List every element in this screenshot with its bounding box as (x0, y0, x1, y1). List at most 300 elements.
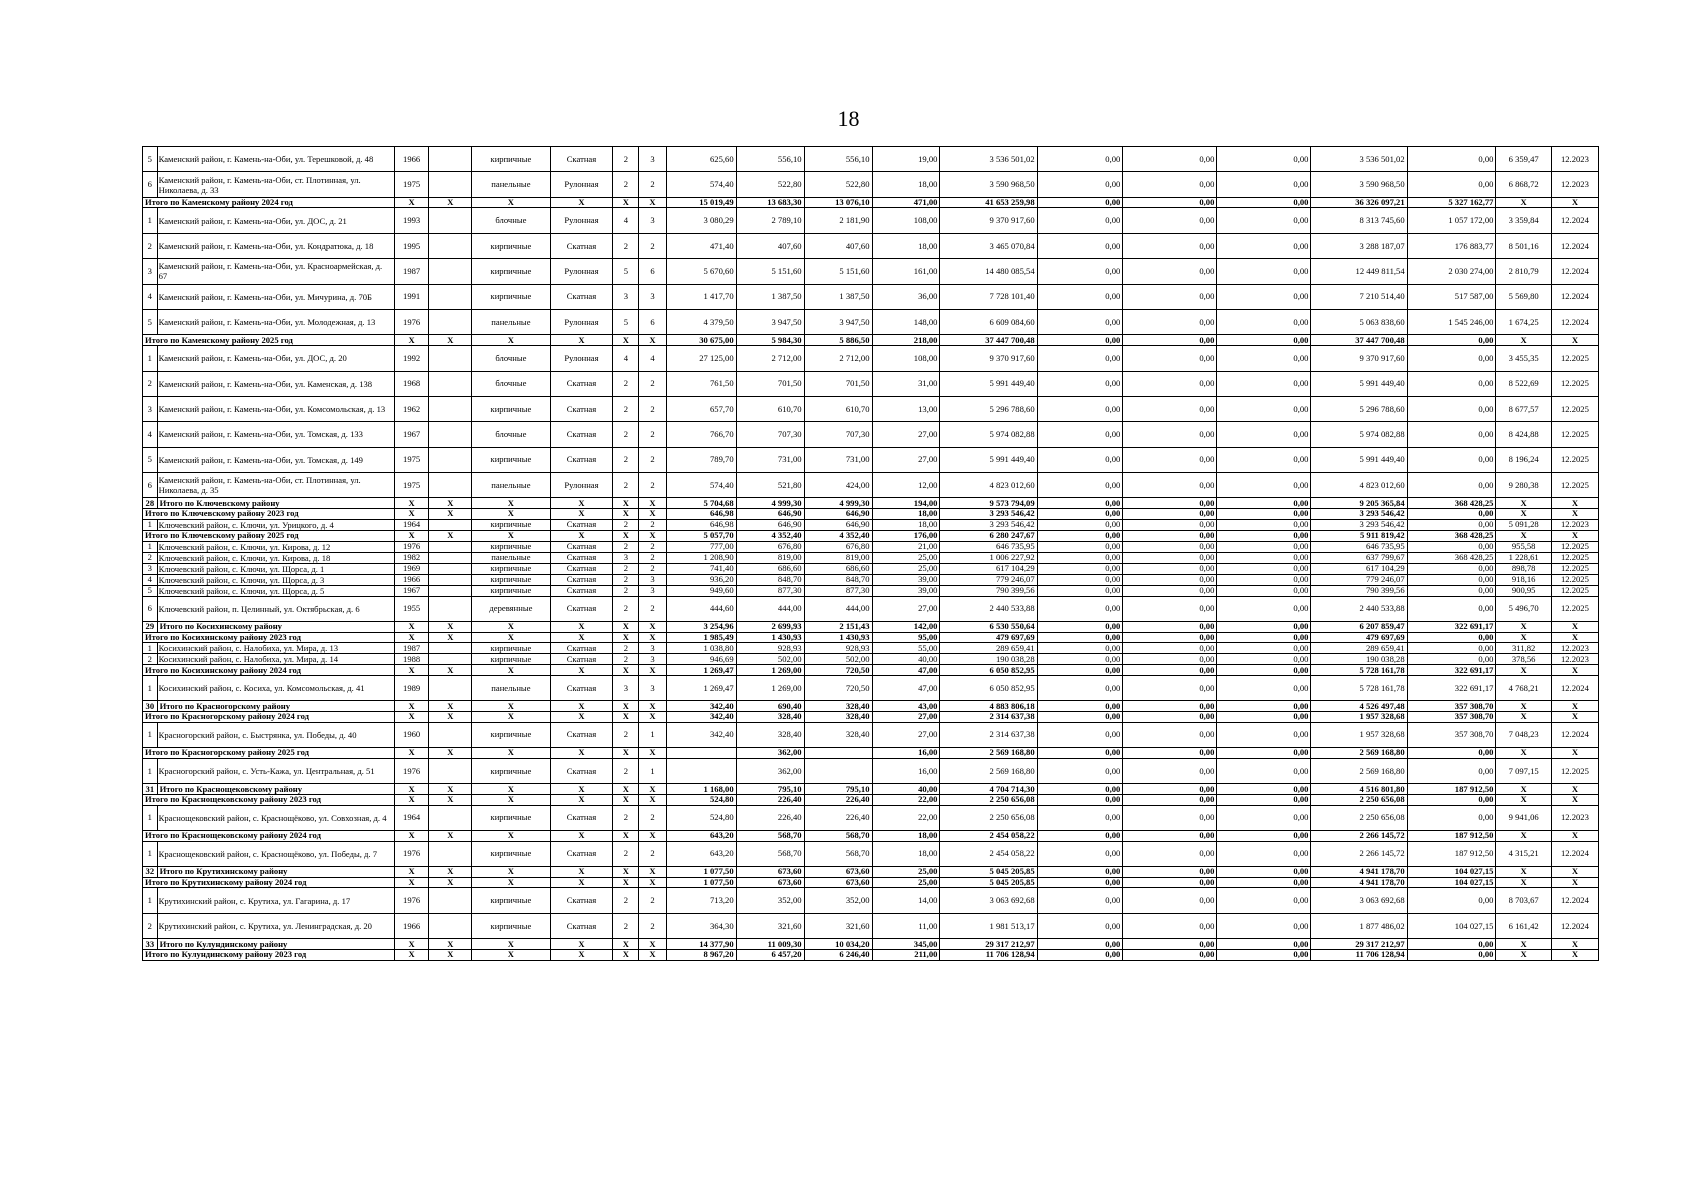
residents-count: 11,00 (872, 913, 940, 938)
other-funds: 0,00 (1407, 949, 1496, 960)
regional-funds: 0,00 (1123, 841, 1217, 866)
entrances-count: 2 (639, 541, 666, 552)
local-funds: 0,00 (1217, 371, 1311, 396)
regional-funds: 0,00 (1123, 447, 1217, 472)
x-mark: X (472, 867, 550, 878)
district-total-row (143, 867, 1599, 878)
other-funds: 0,00 (1407, 519, 1496, 530)
local-funds: 0,00 (1217, 574, 1311, 585)
living-area: 2 712,00 (736, 346, 804, 371)
x-mark: X (613, 632, 639, 643)
empty-cell (429, 396, 472, 421)
living-area: 502,00 (736, 654, 804, 665)
district-total-row (143, 701, 1599, 712)
living-area: 362,00 (736, 758, 804, 783)
owner-funds: 8 313 745,60 (1311, 208, 1407, 233)
federal-funds: 0,00 (1037, 632, 1123, 643)
total-area: 761,50 (666, 371, 736, 396)
owner-funds: 9 370 917,60 (1311, 346, 1407, 371)
regional-funds: 0,00 (1123, 552, 1217, 563)
roof-type: Рулонная (550, 346, 613, 371)
total-cost: 6 609 084,60 (940, 310, 1037, 335)
build-year: 1966 (394, 147, 428, 172)
table-row (143, 722, 1599, 747)
living-area: 13 683,30 (736, 197, 804, 208)
roof-type: Скатная (550, 552, 613, 563)
residents-count: 18,00 (872, 509, 940, 520)
owner-funds: 5 296 788,60 (1311, 396, 1407, 421)
owner-funds: 29 317 212,97 (1311, 939, 1407, 950)
cost-per-sqm: X (1496, 701, 1551, 712)
wall-material: кирпичные (472, 913, 550, 938)
entrances-count: 6 (639, 259, 666, 284)
living-area-residents: 328,40 (804, 712, 872, 723)
building-address: Косихинский район, с. Налобиха, ул. Мира, д. 13 (157, 643, 394, 654)
row-number: 1 (143, 841, 158, 866)
residents-count: 18,00 (872, 172, 940, 197)
building-address: Каменский район, г. Камень-на-Оби, ст. Плотинная, ул. Николаева, д. 33 (157, 172, 394, 197)
regional-funds: 0,00 (1123, 748, 1217, 759)
total-cost: 2 314 637,38 (940, 722, 1037, 747)
x-mark: X (613, 530, 639, 541)
total-area: 949,60 (666, 585, 736, 596)
x-mark: X (613, 498, 639, 509)
other-funds: 0,00 (1407, 509, 1496, 520)
wall-material: кирпичные (472, 233, 550, 258)
floors-count: 2 (613, 422, 639, 447)
completion-date: X (1551, 748, 1598, 759)
district-number: 33 (143, 939, 158, 950)
total-area: 777,00 (666, 541, 736, 552)
residents-count: 194,00 (872, 498, 940, 509)
floors-count: 2 (613, 563, 639, 574)
federal-funds: 0,00 (1037, 310, 1123, 335)
completion-date: 12.2023 (1551, 643, 1598, 654)
federal-funds: 0,00 (1037, 447, 1123, 472)
table-row (143, 913, 1599, 938)
total-cost: 41 653 259,98 (940, 197, 1037, 208)
living-area: 444,00 (736, 596, 804, 621)
residents-count: 40,00 (872, 784, 940, 795)
completion-date: 12.2024 (1551, 913, 1598, 938)
regional-funds: 0,00 (1123, 530, 1217, 541)
total-cost: 190 038,28 (940, 654, 1037, 665)
total-cost: 2 250 656,08 (940, 794, 1037, 805)
owner-funds: 6 207 859,47 (1311, 621, 1407, 632)
living-area-residents: 226,40 (804, 805, 872, 830)
floors-count: 2 (613, 574, 639, 585)
completion-date: 12.2025 (1551, 396, 1598, 421)
cost-per-sqm: 1 674,25 (1496, 310, 1551, 335)
local-funds: 0,00 (1217, 643, 1311, 654)
cost-per-sqm: 898,78 (1496, 563, 1551, 574)
federal-funds: 0,00 (1037, 509, 1123, 520)
x-mark: X (429, 748, 472, 759)
cost-per-sqm: 918,16 (1496, 574, 1551, 585)
empty-cell (429, 541, 472, 552)
federal-funds: 0,00 (1037, 147, 1123, 172)
x-mark: X (472, 949, 550, 960)
regional-funds: 0,00 (1123, 675, 1217, 700)
x-mark: X (472, 509, 550, 520)
living-area-residents: 720,50 (804, 675, 872, 700)
total-area: 444,60 (666, 596, 736, 621)
empty-cell (429, 284, 472, 309)
regional-funds: 0,00 (1123, 585, 1217, 596)
owner-funds: 2 250 656,08 (1311, 794, 1407, 805)
living-area-residents: 1 387,50 (804, 284, 872, 309)
x-mark: X (639, 784, 666, 795)
other-funds: 0,00 (1407, 585, 1496, 596)
year-total-row (143, 665, 1599, 676)
total-cost: 2 440 533,88 (940, 596, 1037, 621)
housing-repair-table-wrapper (142, 146, 1599, 961)
x-mark: X (472, 335, 550, 346)
table-row (143, 147, 1599, 172)
living-area: 4 352,40 (736, 530, 804, 541)
regional-funds: 0,00 (1123, 643, 1217, 654)
completion-date: X (1551, 335, 1598, 346)
wall-material: панельные (472, 675, 550, 700)
federal-funds: 0,00 (1037, 722, 1123, 747)
total-cost: 5 991 449,40 (940, 447, 1037, 472)
federal-funds: 0,00 (1037, 949, 1123, 960)
living-area-residents: 10 034,20 (804, 939, 872, 950)
residents-count: 16,00 (872, 748, 940, 759)
floors-count: 3 (613, 284, 639, 309)
local-funds: 0,00 (1217, 473, 1311, 498)
floors-count: 2 (613, 371, 639, 396)
table-row (143, 208, 1599, 233)
row-number: 6 (143, 473, 158, 498)
completion-date: 12.2025 (1551, 563, 1598, 574)
district-total-row (143, 939, 1599, 950)
federal-funds: 0,00 (1037, 830, 1123, 841)
x-mark: X (429, 632, 472, 643)
cost-per-sqm: 3 455,35 (1496, 346, 1551, 371)
roof-type: Рулонная (550, 473, 613, 498)
cost-per-sqm: X (1496, 632, 1551, 643)
total-area: 524,80 (666, 794, 736, 805)
row-number: 2 (143, 654, 158, 665)
cost-per-sqm: 3 359,84 (1496, 208, 1551, 233)
completion-date: 12.2025 (1551, 758, 1598, 783)
local-funds: 0,00 (1217, 541, 1311, 552)
entrances-count: 2 (639, 552, 666, 563)
build-year: 1967 (394, 422, 428, 447)
total-cost: 646 735,95 (940, 541, 1037, 552)
residents-count: 27,00 (872, 596, 940, 621)
regional-funds: 0,00 (1123, 519, 1217, 530)
build-year: 1987 (394, 259, 428, 284)
total-label: Итого по Краснощековскому району 2024 год (143, 830, 395, 841)
building-address: Красногорский район, с. Быстрянка, ул. Победы, д. 40 (157, 722, 394, 747)
x-mark: X (613, 197, 639, 208)
local-funds: 0,00 (1217, 748, 1311, 759)
living-area-residents: 4 352,40 (804, 530, 872, 541)
regional-funds: 0,00 (1123, 665, 1217, 676)
local-funds: 0,00 (1217, 722, 1311, 747)
floors-count: 2 (613, 841, 639, 866)
owner-funds: 2 250 656,08 (1311, 805, 1407, 830)
living-area-residents: 848,70 (804, 574, 872, 585)
living-area: 5 151,60 (736, 259, 804, 284)
wall-material: блочные (472, 422, 550, 447)
owner-funds: 1 957 328,68 (1311, 712, 1407, 723)
total-area: 3 080,29 (666, 208, 736, 233)
living-area-residents: 321,60 (804, 913, 872, 938)
owner-funds: 5 728 161,78 (1311, 675, 1407, 700)
other-funds: 0,00 (1407, 172, 1496, 197)
row-number: 6 (143, 172, 158, 197)
x-mark: X (394, 712, 428, 723)
x-mark: X (550, 335, 613, 346)
cost-per-sqm: X (1496, 665, 1551, 676)
residents-count: 47,00 (872, 675, 940, 700)
residents-count: 39,00 (872, 574, 940, 585)
federal-funds: 0,00 (1037, 596, 1123, 621)
total-cost: 3 293 546,42 (940, 509, 1037, 520)
x-mark: X (550, 197, 613, 208)
completion-date: X (1551, 867, 1598, 878)
residents-count: 18,00 (872, 519, 940, 530)
other-funds: 0,00 (1407, 888, 1496, 913)
owner-funds: 617 104,29 (1311, 563, 1407, 574)
build-year: 1975 (394, 473, 428, 498)
completion-date: X (1551, 498, 1598, 509)
wall-material: кирпичные (472, 758, 550, 783)
roof-type: Рулонная (550, 259, 613, 284)
living-area-residents: 646,90 (804, 519, 872, 530)
owner-funds: 790 399,56 (1311, 585, 1407, 596)
completion-date: 12.2024 (1551, 259, 1598, 284)
cost-per-sqm: X (1496, 830, 1551, 841)
owner-funds: 646 735,95 (1311, 541, 1407, 552)
total-cost: 479 697,69 (940, 632, 1037, 643)
regional-funds: 0,00 (1123, 284, 1217, 309)
living-area-residents: 328,40 (804, 722, 872, 747)
building-address: Каменский район, г. Камень-на-Оби, ул. Каменская, д. 138 (157, 371, 394, 396)
completion-date: 12.2024 (1551, 841, 1598, 866)
regional-funds: 0,00 (1123, 784, 1217, 795)
x-mark: X (394, 867, 428, 878)
residents-count: 176,00 (872, 530, 940, 541)
x-mark: X (394, 701, 428, 712)
entrances-count: 2 (639, 233, 666, 258)
x-mark: X (394, 197, 428, 208)
owner-funds: 4 941 178,70 (1311, 867, 1407, 878)
local-funds: 0,00 (1217, 310, 1311, 335)
residents-count: 18,00 (872, 233, 940, 258)
other-funds: 0,00 (1407, 335, 1496, 346)
entrances-count: 4 (639, 346, 666, 371)
total-area: 789,70 (666, 447, 736, 472)
row-number: 5 (143, 585, 158, 596)
local-funds: 0,00 (1217, 939, 1311, 950)
cost-per-sqm: 8 677,57 (1496, 396, 1551, 421)
x-mark: X (394, 621, 428, 632)
total-area: 342,40 (666, 722, 736, 747)
completion-date: 12.2023 (1551, 654, 1598, 665)
residents-count: 142,00 (872, 621, 940, 632)
cost-per-sqm: 8 501,16 (1496, 233, 1551, 258)
completion-date: X (1551, 949, 1598, 960)
table-row (143, 888, 1599, 913)
floors-count: 3 (613, 675, 639, 700)
row-number: 1 (143, 675, 158, 700)
federal-funds: 0,00 (1037, 701, 1123, 712)
floors-count: 2 (613, 722, 639, 747)
residents-count: 18,00 (872, 841, 940, 866)
owner-funds: 4 823 012,60 (1311, 473, 1407, 498)
total-area: 1 077,50 (666, 877, 736, 888)
living-area: 848,70 (736, 574, 804, 585)
completion-date: X (1551, 632, 1598, 643)
total-cost: 4 883 806,18 (940, 701, 1037, 712)
completion-date: 12.2024 (1551, 888, 1598, 913)
living-area: 610,70 (736, 396, 804, 421)
local-funds: 0,00 (1217, 841, 1311, 866)
living-area-residents: 720,50 (804, 665, 872, 676)
other-funds: 0,00 (1407, 346, 1496, 371)
x-mark: X (394, 509, 428, 520)
wall-material: блочные (472, 371, 550, 396)
living-area: 226,40 (736, 805, 804, 830)
residents-count: 12,00 (872, 473, 940, 498)
federal-funds: 0,00 (1037, 888, 1123, 913)
empty-cell (429, 563, 472, 574)
building-address: Каменский район, г. Камень-на-Оби, ул. ДОС, д. 20 (157, 346, 394, 371)
regional-funds: 0,00 (1123, 509, 1217, 520)
local-funds: 0,00 (1217, 596, 1311, 621)
federal-funds: 0,00 (1037, 422, 1123, 447)
entrances-count: 2 (639, 888, 666, 913)
build-year: 1969 (394, 563, 428, 574)
living-area: 521,80 (736, 473, 804, 498)
residents-count: 16,00 (872, 758, 940, 783)
x-mark: X (613, 748, 639, 759)
x-mark: X (550, 949, 613, 960)
owner-funds: 3 288 187,07 (1311, 233, 1407, 258)
x-mark: X (550, 665, 613, 676)
total-area: 1 038,80 (666, 643, 736, 654)
x-mark: X (639, 621, 666, 632)
local-funds: 0,00 (1217, 284, 1311, 309)
build-year: 1962 (394, 396, 428, 421)
owner-funds: 36 326 097,21 (1311, 197, 1407, 208)
table-row (143, 805, 1599, 830)
total-cost: 5 045 205,85 (940, 877, 1037, 888)
row-number: 1 (143, 519, 158, 530)
build-year: 1968 (394, 371, 428, 396)
x-mark: X (639, 530, 666, 541)
build-year: 1976 (394, 758, 428, 783)
entrances-count: 2 (639, 913, 666, 938)
cost-per-sqm: 9 941,06 (1496, 805, 1551, 830)
other-funds: 0,00 (1407, 447, 1496, 472)
entrances-count: 2 (639, 805, 666, 830)
federal-funds: 0,00 (1037, 563, 1123, 574)
wall-material: кирпичные (472, 722, 550, 747)
local-funds: 0,00 (1217, 172, 1311, 197)
total-label: Итого по Косихинскому району 2024 год (143, 665, 395, 676)
living-area: 522,80 (736, 172, 804, 197)
floors-count: 2 (613, 596, 639, 621)
x-mark: X (429, 498, 472, 509)
x-mark: X (394, 498, 428, 509)
completion-date: 12.2024 (1551, 233, 1598, 258)
cost-per-sqm: 311,82 (1496, 643, 1551, 654)
row-number: 3 (143, 563, 158, 574)
living-area-residents: 328,40 (804, 701, 872, 712)
build-year: 1976 (394, 888, 428, 913)
roof-type: Скатная (550, 585, 613, 596)
entrances-count: 3 (639, 675, 666, 700)
x-mark: X (639, 197, 666, 208)
x-mark: X (394, 830, 428, 841)
total-area: 1 208,90 (666, 552, 736, 563)
empty-cell (429, 888, 472, 913)
roof-type: Скатная (550, 888, 613, 913)
build-year: 1991 (394, 284, 428, 309)
wall-material: кирпичные (472, 519, 550, 530)
cost-per-sqm: X (1496, 712, 1551, 723)
table-row (143, 172, 1599, 197)
cost-per-sqm: X (1496, 794, 1551, 805)
local-funds: 0,00 (1217, 830, 1311, 841)
living-area: 646,90 (736, 519, 804, 530)
x-mark: X (429, 530, 472, 541)
regional-funds: 0,00 (1123, 259, 1217, 284)
cost-per-sqm: 900,95 (1496, 585, 1551, 596)
roof-type: Скатная (550, 422, 613, 447)
x-mark: X (613, 335, 639, 346)
floors-count: 2 (613, 473, 639, 498)
total-area: 4 379,50 (666, 310, 736, 335)
living-area: 701,50 (736, 371, 804, 396)
living-area-residents: 819,00 (804, 552, 872, 563)
owner-funds: 289 659,41 (1311, 643, 1407, 654)
total-area: 713,20 (666, 888, 736, 913)
floors-count: 2 (613, 913, 639, 938)
living-area: 3 947,50 (736, 310, 804, 335)
table-row (143, 259, 1599, 284)
living-area-residents: 424,00 (804, 473, 872, 498)
other-funds: 176 883,77 (1407, 233, 1496, 258)
table-row (143, 552, 1599, 563)
x-mark: X (550, 701, 613, 712)
table-row (143, 758, 1599, 783)
row-number: 4 (143, 284, 158, 309)
regional-funds: 0,00 (1123, 208, 1217, 233)
residents-count: 22,00 (872, 794, 940, 805)
empty-cell (429, 447, 472, 472)
cost-per-sqm: 2 810,79 (1496, 259, 1551, 284)
cost-per-sqm: 378,56 (1496, 654, 1551, 665)
living-area-residents: 226,40 (804, 794, 872, 805)
build-year: 1975 (394, 172, 428, 197)
other-funds: 2 030 274,00 (1407, 259, 1496, 284)
row-number: 3 (143, 396, 158, 421)
wall-material: кирпичные (472, 147, 550, 172)
year-total-row (143, 197, 1599, 208)
completion-date: 12.2025 (1551, 371, 1598, 396)
owner-funds: 190 038,28 (1311, 654, 1407, 665)
floors-count: 2 (613, 396, 639, 421)
other-funds: 0,00 (1407, 939, 1496, 950)
cost-per-sqm: 8 424,88 (1496, 422, 1551, 447)
total-area: 8 967,20 (666, 949, 736, 960)
